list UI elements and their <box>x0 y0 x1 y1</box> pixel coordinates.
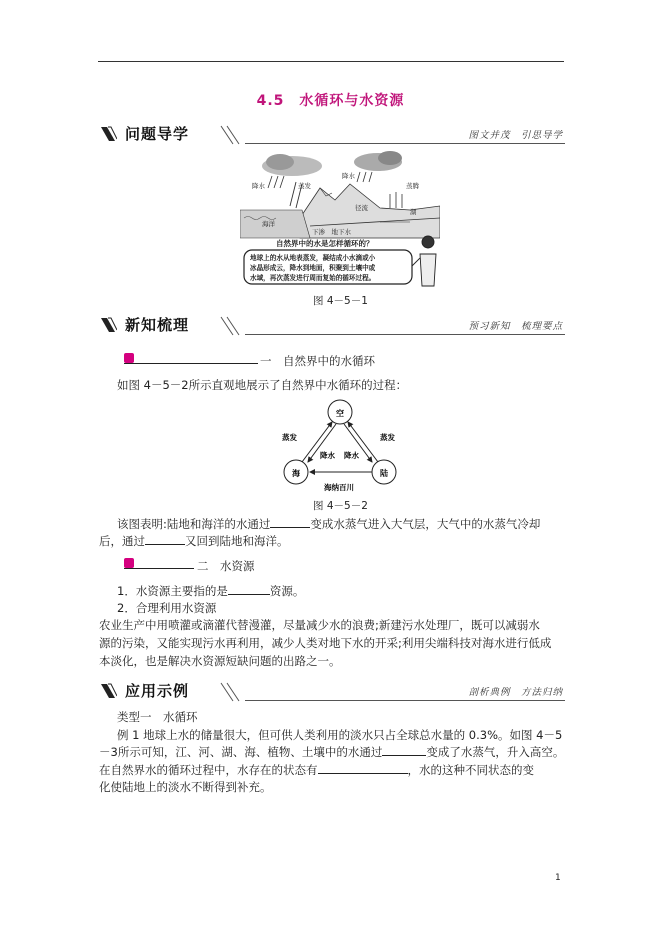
paragraph-5: 本淡化，也是解决水资源短缺问题的出路之一。 <box>99 654 341 668</box>
edge-mid-right-label: 降水 <box>344 451 359 460</box>
blank-2 <box>145 543 185 545</box>
page-number: 1 <box>555 873 561 883</box>
section-heading: 新知梳理 <box>125 316 190 334</box>
intro-text: 如图 4－5－2所示直观地展示了自然界中水循环的过程： <box>117 378 408 392</box>
knowledge-heading-1: 一 自然界中的水循环 <box>260 354 375 368</box>
section-banner-guide <box>99 122 565 146</box>
swoosh-decoration-icon <box>217 679 247 703</box>
swoosh-decoration-icon <box>217 122 247 146</box>
section-subtitle: 预习新知 梳理要点 <box>468 321 563 332</box>
edge-right-label: 蒸发 <box>380 433 395 442</box>
paragraph-3: 农业生产中用喷灌或滴灌代替漫灌，尽量减少水的浪费;新建污水处理厂，既可以减弱水 <box>99 618 540 632</box>
label-sea: 海洋 <box>262 220 275 228</box>
item-2: 2．合理利用水资源 <box>117 601 217 615</box>
example-line-2: －3所示可知，江、河、湖、海、植物、土壤中的水通过 变成了水蒸气，升入高空。 <box>99 745 565 759</box>
banner-rule <box>245 334 565 335</box>
node-sky-label: 空 <box>336 409 344 418</box>
node-sea-label: 海 <box>292 469 300 478</box>
example-line-4: 化使陆地上的淡水不断得到补充。 <box>99 780 272 794</box>
label-transpire: 蒸腾 <box>406 182 419 190</box>
edge-bottom-label: 海纳百川 <box>324 483 354 492</box>
slash-mark-icon <box>99 682 117 700</box>
type-heading: 类型一 水循环 <box>117 710 198 724</box>
header-rule <box>98 61 564 62</box>
knowledge-rule <box>124 363 258 364</box>
answer-line-3: 水域，再次蒸发进行周而复始的循环过程。 <box>250 274 376 282</box>
node-land-label: 陆 <box>380 469 388 478</box>
figure-question: 自然界中的水是怎样循环的？ <box>276 239 374 248</box>
slash-mark-icon <box>99 316 117 334</box>
answer-line-2: 冰晶形成云，降水到地面，积聚到土壤中或 <box>250 264 376 272</box>
answer-line-1: 地球上的水从地表蒸发，凝结成小水滴或小 <box>250 254 376 262</box>
section-subtitle: 图文并茂 引思导学 <box>468 130 563 141</box>
slash-mark-icon <box>99 125 117 143</box>
banner-rule <box>245 143 565 144</box>
paragraph-4: 源的污染，又能实现污水再利用，减少人类对地下水的开采;利用尖端科技对海水进行低成 <box>99 636 552 650</box>
example-line-3: 在自然界水的循环过程中，水存在的状态有 ，水的这种不同状态的变 <box>99 763 534 777</box>
section-subtitle: 剖析典例 方法归纳 <box>468 687 563 698</box>
cycle-diagram <box>270 396 410 496</box>
figure1-caption: 图 4－5－1 <box>313 295 368 307</box>
label-evap: 蒸发 <box>298 182 311 190</box>
label-rain-mid: 降水 <box>342 172 355 180</box>
teacher-figure-icon <box>412 236 436 286</box>
page-title: 4.5 水循环与水资源 <box>256 93 405 109</box>
label-lake: 湖 <box>410 208 417 216</box>
paragraph-2: 后，通过 又回到陆地和海洋。 <box>99 534 289 548</box>
section-heading: 应用示例 <box>125 682 190 700</box>
blank-1 <box>270 526 310 528</box>
knowledge-tag-icon <box>124 558 134 568</box>
section-heading: 问题导学 <box>125 125 190 143</box>
blank-5 <box>318 772 408 774</box>
section-banner-application <box>99 679 565 703</box>
label-runoff: 径流 <box>355 204 368 212</box>
edge-left-label: 蒸发 <box>282 433 297 442</box>
item-1: 1．水资源主要指的是 资源。 <box>117 584 305 598</box>
blank-3 <box>228 593 270 595</box>
figure2-caption: 图 4－5－2 <box>313 500 368 512</box>
swoosh-decoration-icon <box>217 313 247 337</box>
water-cycle-illustration <box>240 148 440 288</box>
knowledge-heading-2: 二 水资源 <box>197 559 255 573</box>
edge-mid-left-label: 降水 <box>320 451 335 460</box>
knowledge-rule <box>124 568 194 569</box>
blank-4 <box>382 754 426 756</box>
label-rain-left: 降水 <box>252 182 265 190</box>
knowledge-tag-icon <box>124 353 134 363</box>
example-line-1: 例 1 地球上水的储量很大，但可供人类利用的淡水只占全球总水量的 0.3%。如图 4－5 <box>117 728 563 742</box>
banner-rule <box>245 700 565 701</box>
label-underground: 下渗 地下水 <box>312 228 351 236</box>
section-banner-new-knowledge <box>99 313 565 337</box>
paragraph-1: 该图表明:陆地和海洋的水通过 变成水蒸气进入大气层，大气中的水蒸气冷却 <box>117 517 541 531</box>
